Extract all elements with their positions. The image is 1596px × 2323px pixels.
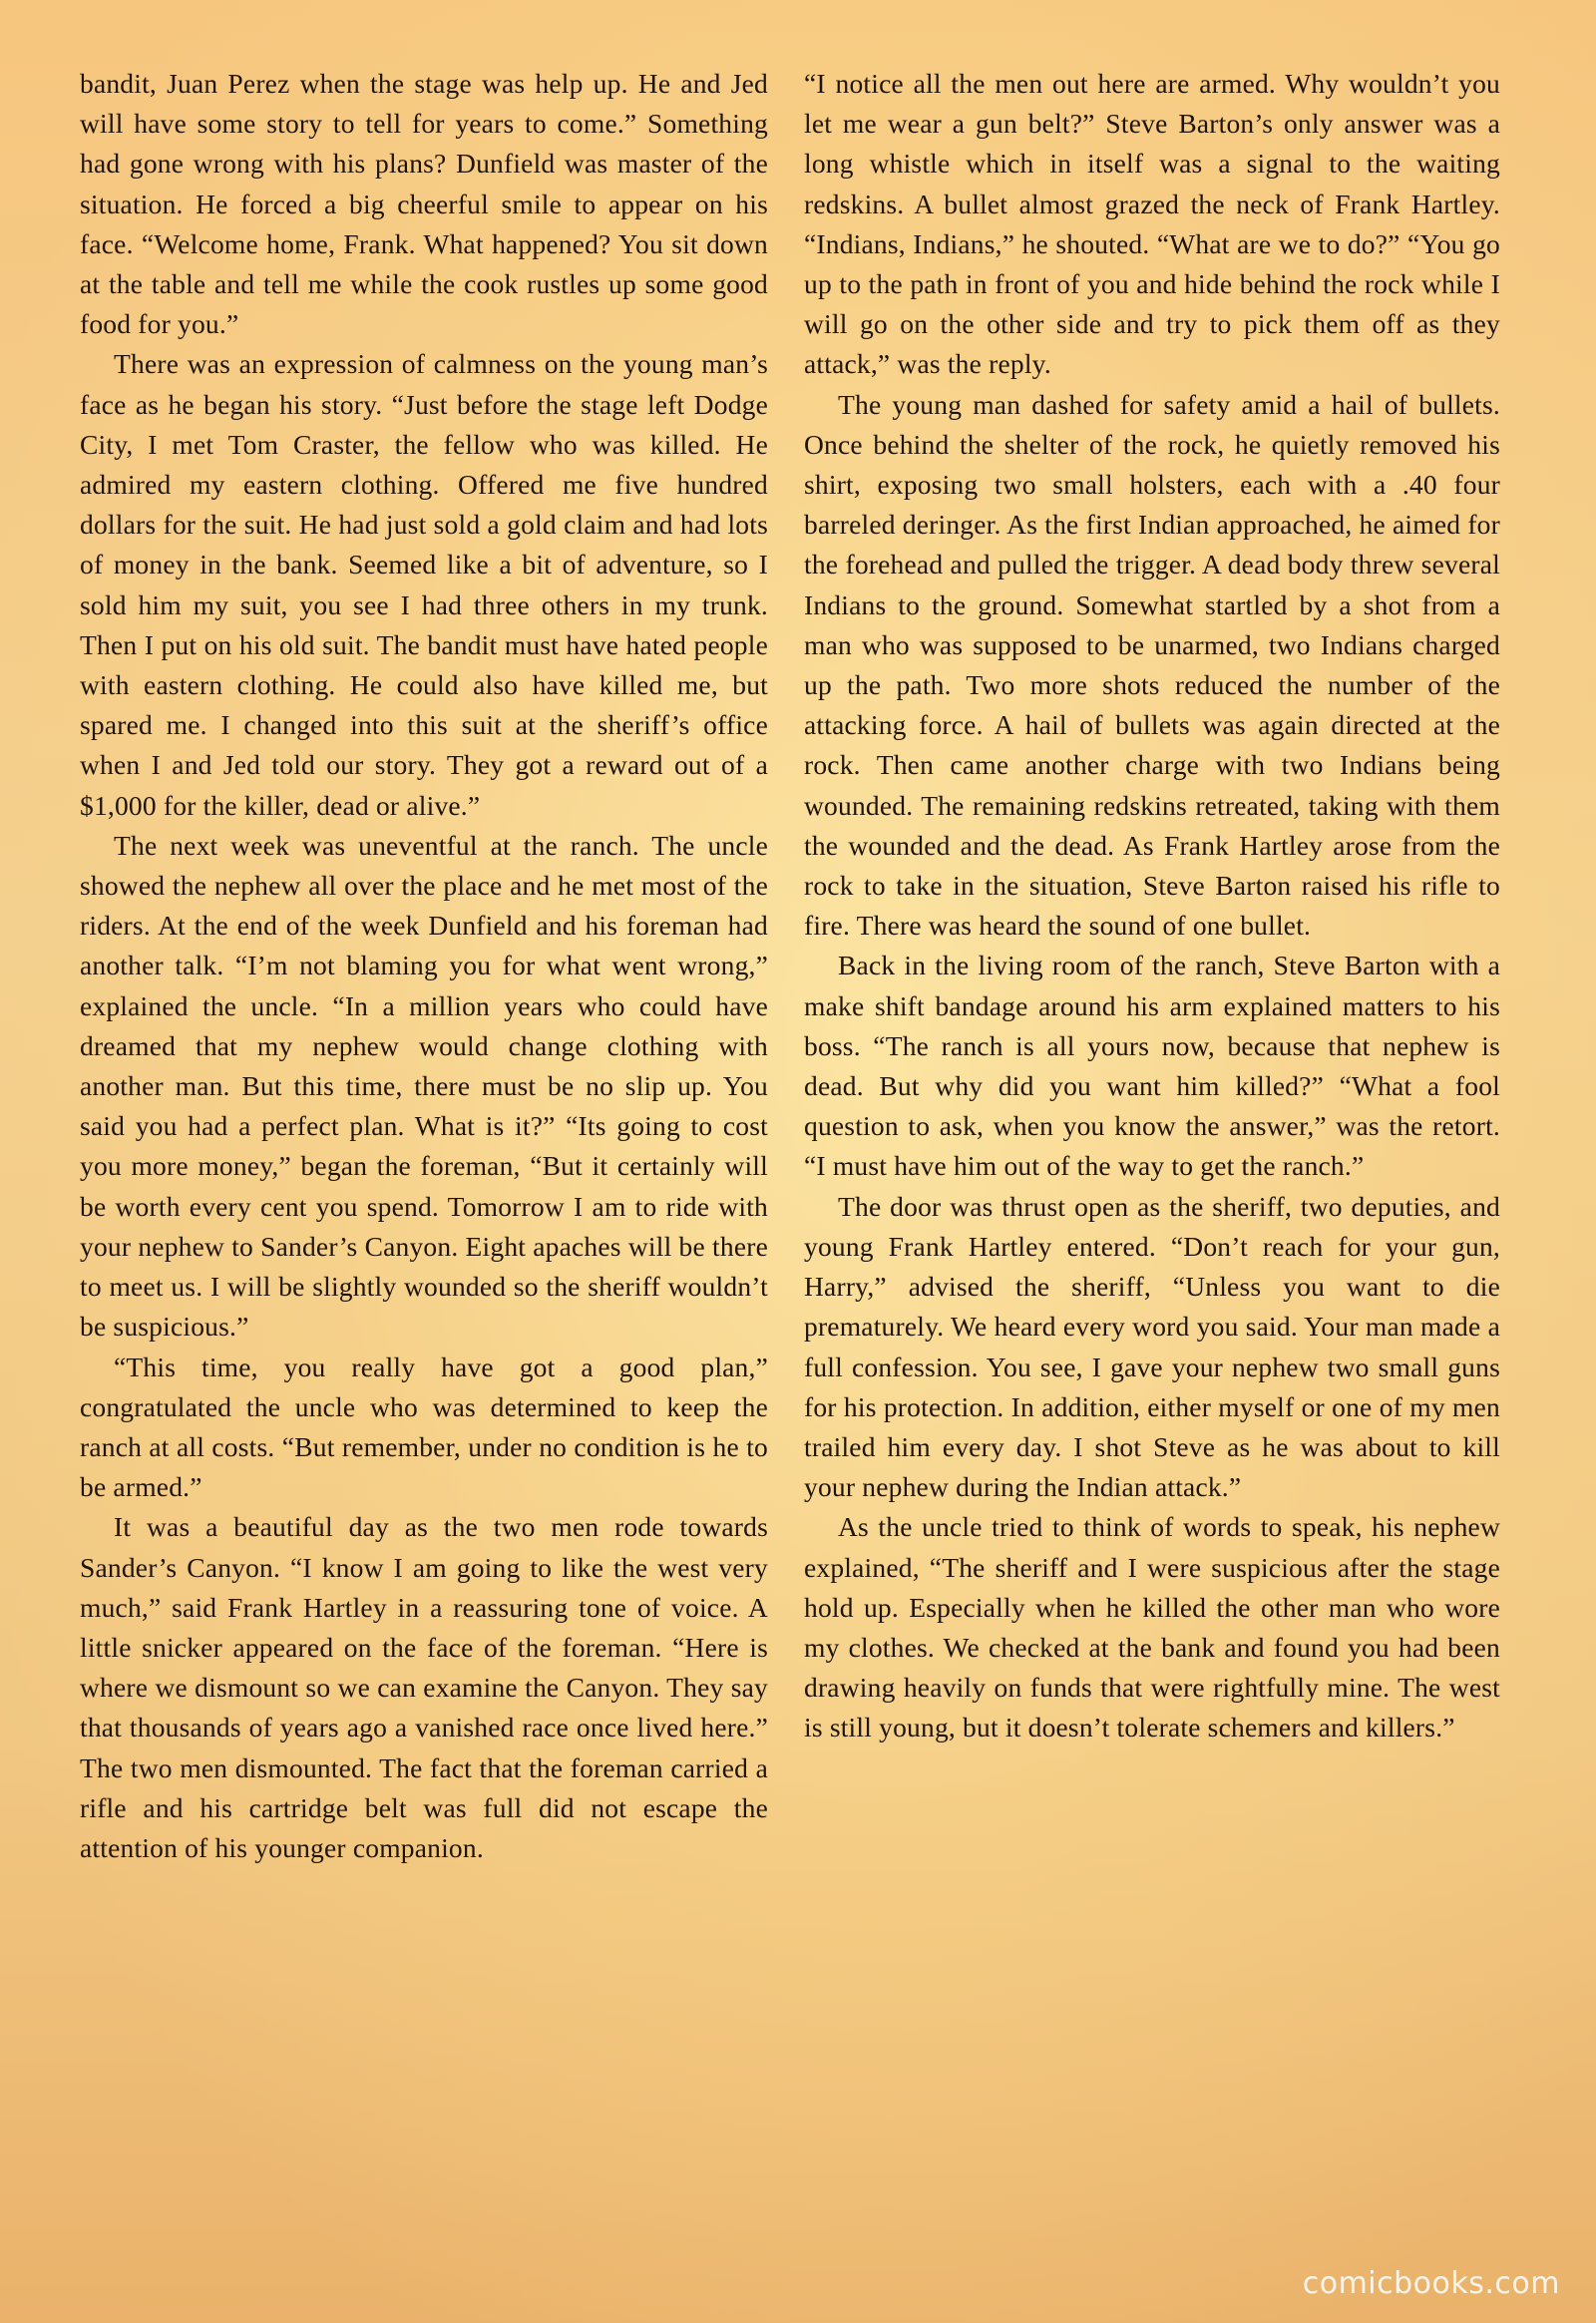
story-column-left	[80, 64, 768, 1868]
paragraph: The young man dashed for safety amid a hail of bullets. Once behind the shelter of the rock, he quietly removed his shirt, exposing two small holsters, each with a .40 four barreled deringer. As the first Indian approached, he aimed for the forehead and pulled the trigger. A dead body threw several Indians to the ground. Somewhat startled by a shot from a man who was supposed to be unarmed, two Indians charged up the path. Two more shots reduced the number of the attacking force. A hail of bullets was again directed at the rock. Then came another charge with two Indians being wounded. The remaining redskins retreated, taking with them the wounded and the dead. As Frank Hartley arose from the rock to take in the situation, Steve Barton raised his rifle to fire. There was heard the sound of one bullet.	[804, 388, 1500, 942]
paragraph: “This time, you really have got a good plan,” congratulated the uncle who was determined to keep the ranch at all costs. “But remember, under no condition is he to be armed.”	[80, 1351, 768, 1503]
paragraph: The next week was uneventful at the ranch. The uncle showed the nephew all over the place and he met most of the riders. At the end of the week Dunfield and his foreman had another talk. “I’m not blaming you for what went wrong,” explained the uncle. “In a million years who could have dreamed that my nephew would change clothing with another man. But this time, there must be no slip up. You said you had a perfect plan. What is it?” “Its going to cost you more money,” began the foreman, “But it certainly will be worth every cent you spend. Tomorrow I am to ride with your nephew to Sander’s Canyon. Eight apaches will be there to meet us. I will be slightly wounded so the sheriff wouldn’t be suspicious.”	[80, 829, 768, 1343]
paragraph: bandit, Juan Perez when the stage was help up. He and Jed will have some story to tell for years to come.” Something had gone wrong with his plans? Dunfield was master of the situation. He forced a big cheerful smile to appear on his face. “Welcome home, Frank. What happened? You sit down at the table and tell me while the cook rustles up some good food for you.”	[80, 68, 768, 340]
paragraph: As the uncle tried to think of words to speak, his nephew explained, “The sheriff and I were suspicious after the stage hold up. Especially when he killed the other man who wore my clothes. We checked at the bank and found you had been drawing heavily on funds that were rightfully mine. The west is still young, but it doesn’t tolerate schemers and killers.”	[804, 1511, 1500, 1743]
paragraph: The door was thrust open as the sheriff, two deputies, and young Frank Hartley entered. “Don’t reach for your gun, Harry,” advised the sheriff, “Unless you want to die prematurely. We heard every word you said. Your man made a full confession. You see, I gave your nephew two small guns for his protection. In addition, either myself or one of my men trailed him every day. I shot Steve as he was about to kill your nephew during the Indian attack.”	[804, 1190, 1500, 1503]
story-column-right	[804, 64, 1500, 1748]
paragraph: There was an expression of calmness on the young man’s face as he began his story. “Just before the stage left Dodge City, I met Tom Craster, the fellow who was killed. He admired my eastern clothing. Offered me five hundred dollars for the suit. He had just sold a gold claim and had lots of money in the bank. Seemed like a bit of adventure, so I sold him my suit, you see I had three others in my trunk. Then I put on his old suit. The bandit must have hated people with eastern clothing. He could also have killed me, but spared me. I changed into this suit at the sheriff’s office when I and Jed told our story. They got a reward out of a $1,000 for the killer, dead or alive.”	[80, 348, 768, 821]
paragraph: Back in the living room of the ranch, Steve Barton with a make shift bandage around his arm explained matters to his boss. “The ranch is all yours now, because that nephew is dead. But why did you want him killed?” “What a fool question to ask, when you know the answer,” was the retort. “I must have him out of the way to get the ranch.”	[804, 950, 1500, 1182]
watermark: comicbooks.com	[1302, 2266, 1560, 2301]
paragraph: It was a beautiful day as the two men rode towards Sander’s Canyon. “I know I am going to like the west very much,” said Frank Hartley in a reassuring tone of voice. A little snicker appeared on the face of the foreman. “Here is where we dismount so we can examine the Canyon. They say that thousands of years ago a vanished race once lived here.” The two men dismounted. The fact that the foreman carried a rifle and his cartridge belt was full did not escape the attention of his younger companion.	[80, 1511, 768, 1863]
paragraph: “I notice all the men out here are armed. Why wouldn’t you let me wear a gun belt?” Steve Barton’s only answer was a long whistle which in itself was a signal to the waiting redskins. A bullet almost grazed the neck of Frank Hartley. “Indians, Indians,” he shouted. “What are we to do?” “You go up to the path in front of you and hide behind the rock while I will go on the other side and try to pick them off as they attack,” was the reply.	[804, 68, 1500, 380]
